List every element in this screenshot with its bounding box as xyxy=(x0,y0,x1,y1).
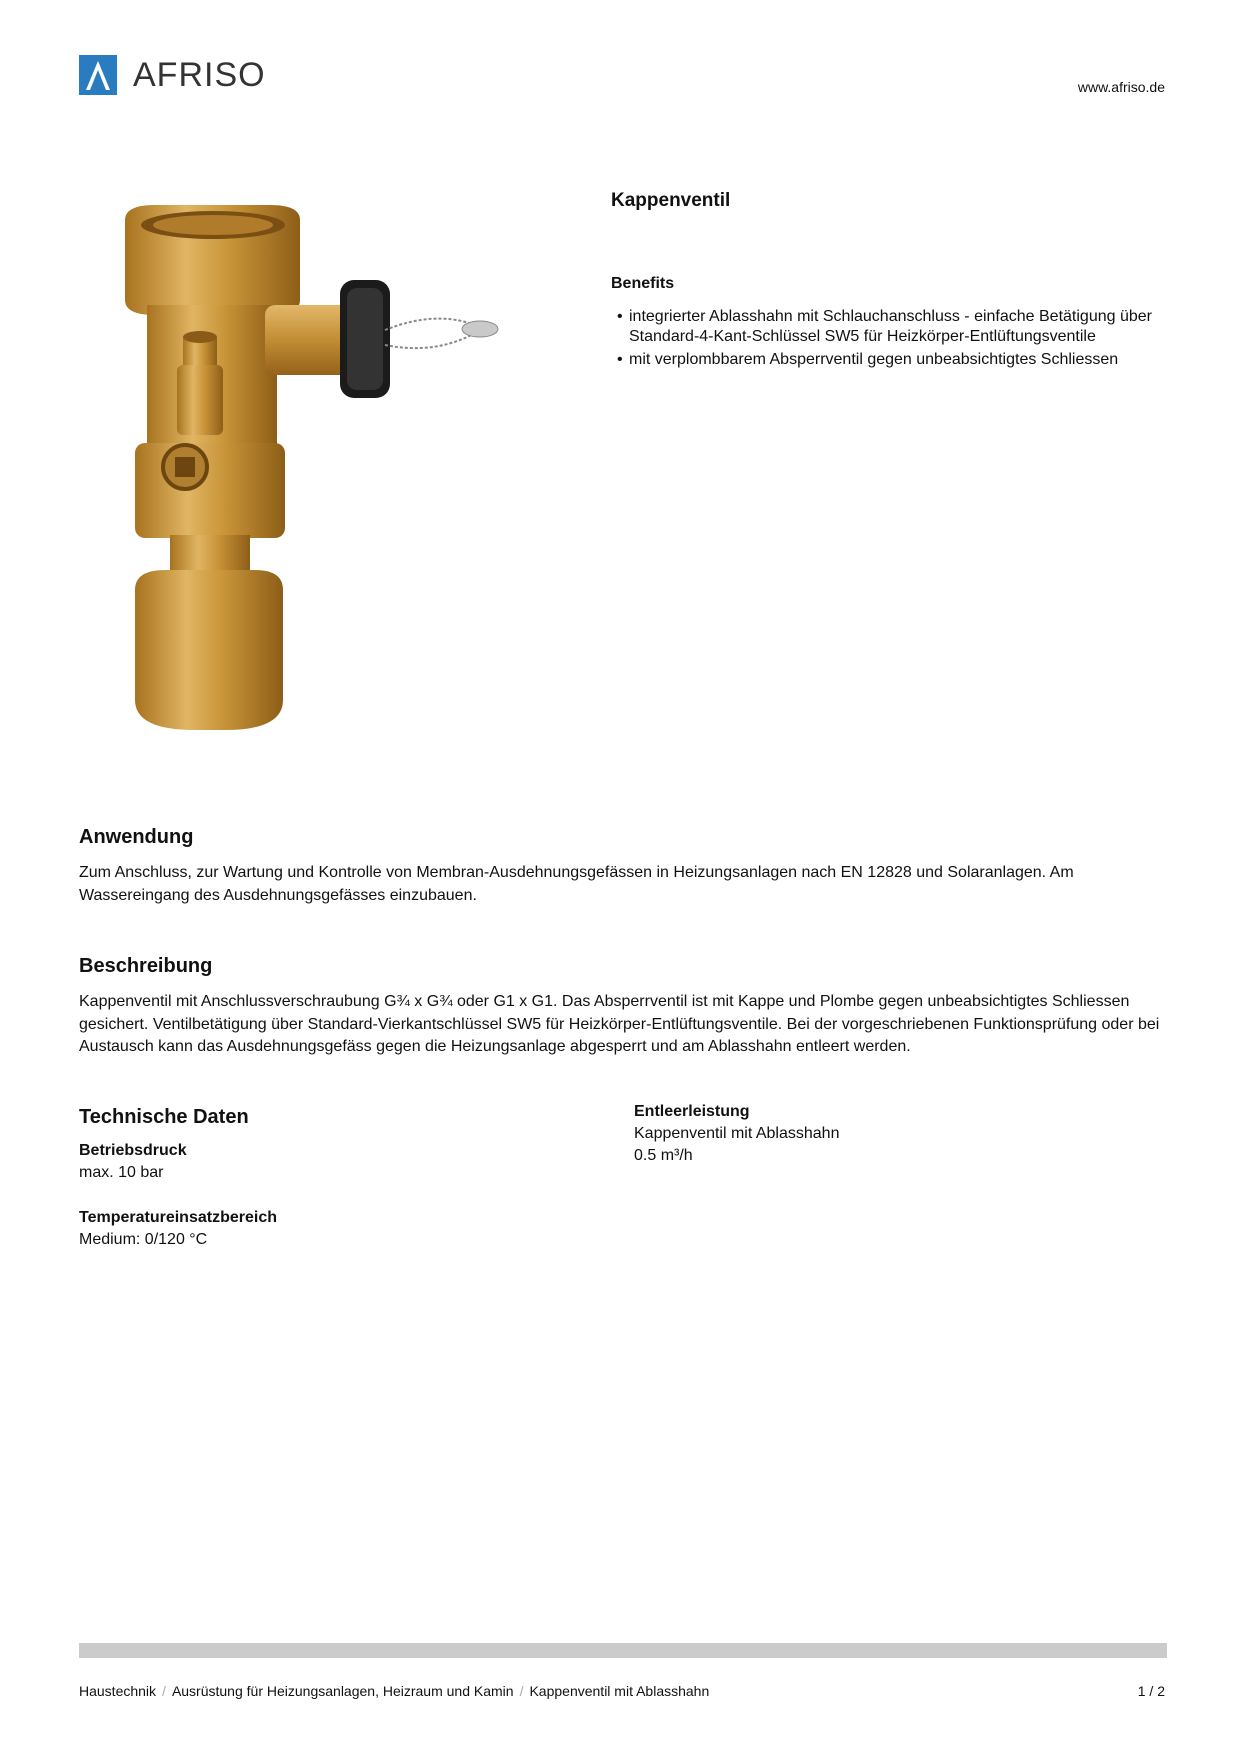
breadcrumb xyxy=(79,1683,709,1699)
entleerleistung-label: Entleerleistung xyxy=(634,1103,750,1120)
page-number: 1 / 2 xyxy=(1137,1683,1165,1699)
footer-divider xyxy=(79,1643,1167,1658)
anwendung-text: Zum Anschluss, zur Wartung und Kontrolle von Membran-Ausdehnungsgefässen in Heizungsanlagen nach EN 12828 und Solaranlagen. Am Wassereingang des Ausdehnungsgefässes einzubauen. xyxy=(79,864,1074,904)
entleerleistung-line2: 0.5 m³/h xyxy=(634,1147,693,1164)
benefits-heading: Benefits xyxy=(611,275,675,292)
website-link[interactable]: www.afriso.de xyxy=(1077,79,1165,95)
brass-valve-photo xyxy=(115,205,575,735)
betriebsdruck-value: max. 10 bar xyxy=(79,1164,164,1181)
breadcrumb-separator: / xyxy=(162,1683,166,1699)
product-title: Kappenventil xyxy=(611,190,731,211)
breadcrumb-item-ausruestung[interactable]: Ausrüstung für Heizungsanlagen, Heizraum und Kamin xyxy=(171,1683,514,1699)
betriebsdruck-label: Betriebsdruck xyxy=(79,1142,187,1159)
breadcrumb-separator: / xyxy=(519,1683,524,1699)
list-item: • integrierter Ablasshahn mit Schlauchanschluss - einfache Betätigung über Standard-4-Kant-Schlüssel SW5 für Heizkörper-Entlüftungsventile xyxy=(611,307,1171,347)
breadcrumb-item-haustechnik[interactable]: Haustechnik xyxy=(79,1683,157,1699)
entleerleistung-line1: Kappenventil mit Ablasshahn xyxy=(634,1125,840,1142)
section-title-beschreibung: Beschreibung xyxy=(79,955,213,977)
breadcrumb-item-kappenventil[interactable]: Kappenventil mit Ablasshahn xyxy=(529,1683,710,1699)
benefits-list xyxy=(611,307,1171,373)
afriso-logo-icon xyxy=(79,55,117,95)
section-title-anwendung: Anwendung xyxy=(79,826,194,848)
brand-name: AFRISO xyxy=(133,55,266,94)
temperatur-label: Temperatureinsatzbereich xyxy=(79,1209,277,1226)
section-title-technische-daten: Technische Daten xyxy=(79,1106,249,1128)
brand-logo xyxy=(79,55,266,95)
temperatur-value: Medium: 0/120 °C xyxy=(79,1231,208,1248)
list-item: • mit verplombbarem Absperrventil gegen unbeabsichtigtes Schliessen xyxy=(611,350,1171,370)
beschreibung-text: Kappenventil mit Anschlussverschraubung G¾ x G¾ oder G1 x G1. Das Absperrventil ist mit Kappe und Plombe gegen unbeabsichtigtes Schliessen gesichert. Ventilbetätigung über Standard-Vierkantschlüssel SW5 für Heizkörper-Entlüftungsventile. Bei der vorgeschriebenen Funktionsprüfung oder bei Austausch kann das Ausdehnungsgefäss gegen die Heizungsanlage abgesperrt und am Ablasshahn entleert werden. xyxy=(79,993,1160,1055)
